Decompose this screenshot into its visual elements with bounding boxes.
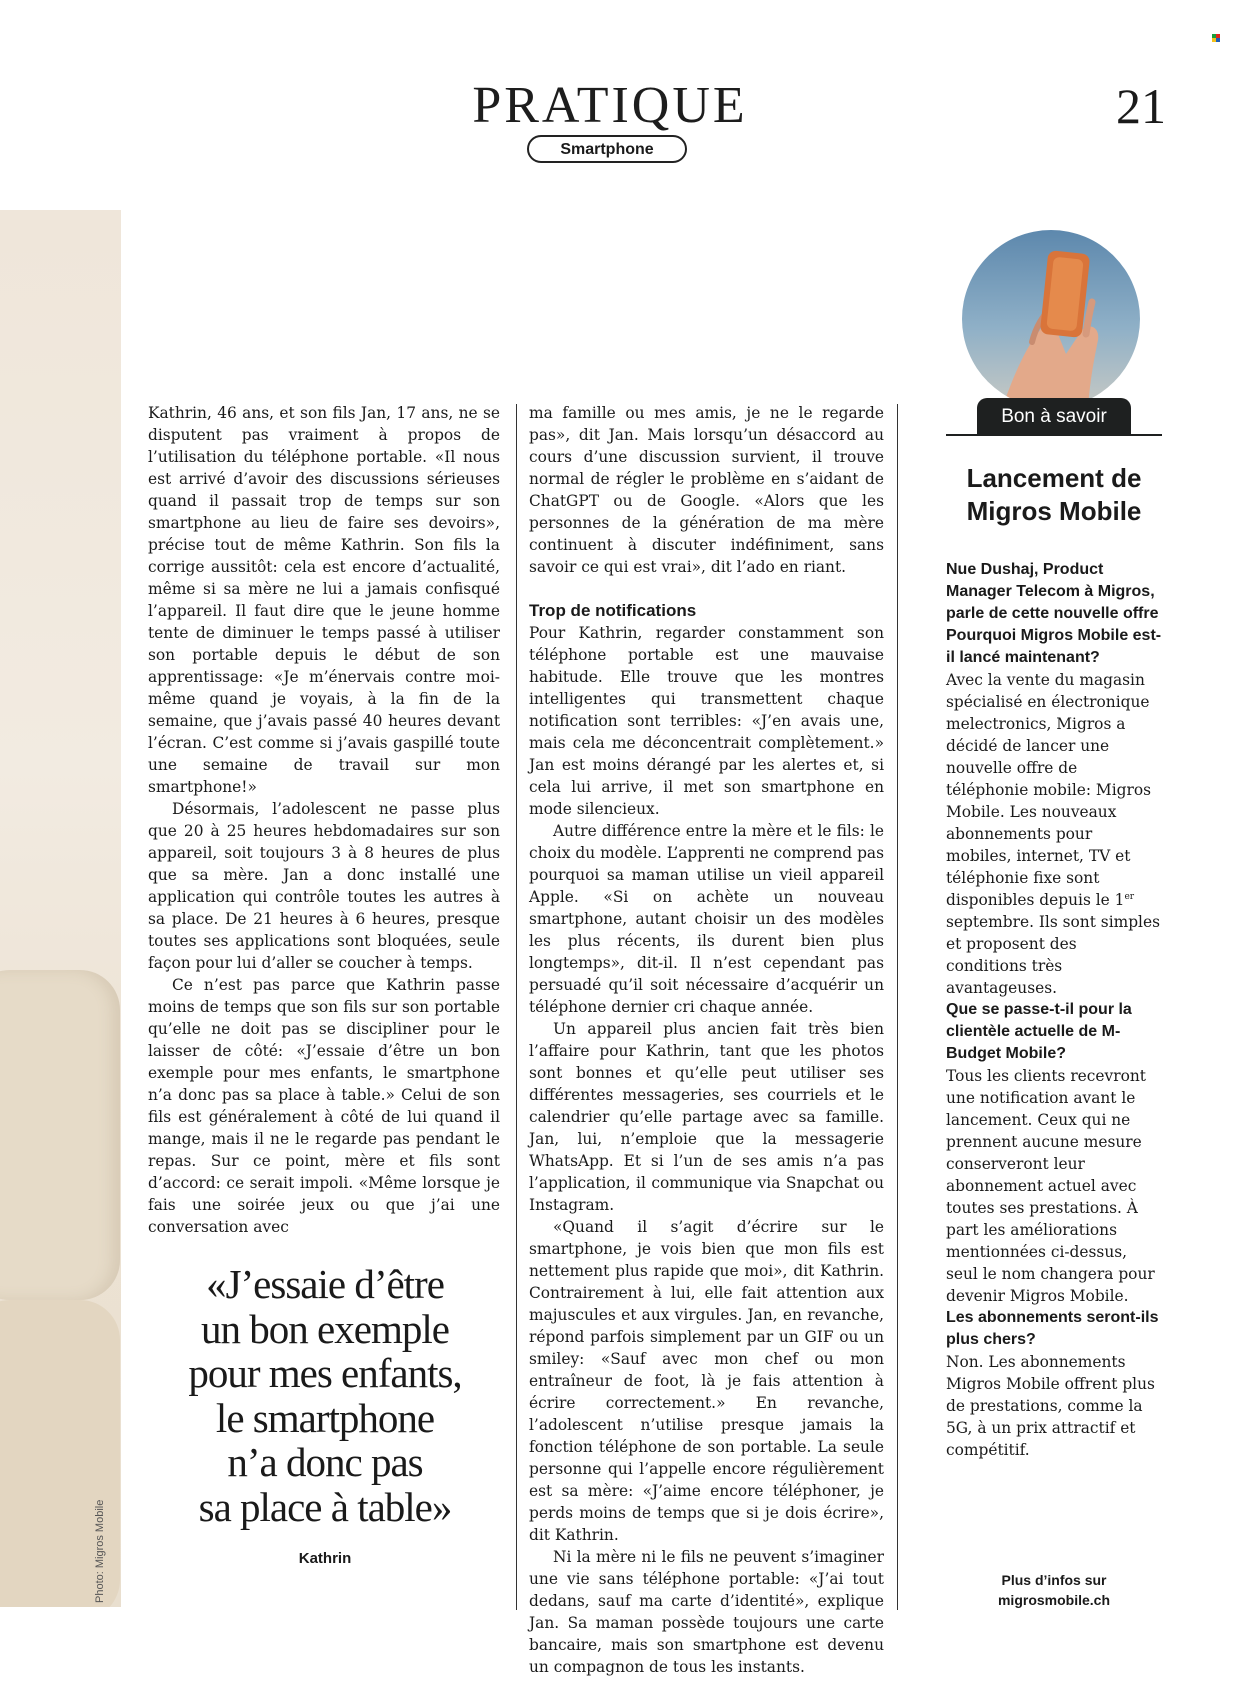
- sidebar-lead: Nue Dushaj, Product Manager Telecom à Migros, parle de cette nouvelle offre: [946, 561, 1159, 622]
- sidebar-footer: [946, 1570, 1162, 1610]
- pull-quote-author: Kathrin: [298, 1550, 352, 1567]
- sidebar-title-line: Migros Mobile: [966, 496, 1142, 526]
- pull-quote: [160, 1262, 490, 1529]
- sidebar-answer: [946, 669, 1162, 999]
- pull-quote-line: n’a donc pas: [227, 1439, 423, 1485]
- sidebar-question: Les abonnements seront-ils plus chers?: [946, 1309, 1159, 1348]
- sofa-cushion-upper: [0, 970, 120, 1300]
- logo-square-blue: [1216, 38, 1220, 42]
- sidebar-title: [946, 462, 1162, 528]
- article-paragraph: Autre différence entre la mère et le fils: le choix du modèle. L’apprenti ne comprend pas pourquoi sa maman utilise un vieil appareil Apple. «Si on achète un nouveau smartphone, autant choisir un des modèles les plus récents, ils durent bien plus longtemps», dit-il. Il n’est cependant pas persuadé qu’il soit nécessaire d’acquérir un téléphone dernier cri chaque année.: [529, 822, 884, 1016]
- sofa-photo: [0, 210, 121, 1607]
- sidebar-answer: Tous les clients recevront une notification avant le lancement. Ceux qui ne prennent aucune mesure conserveront leur abonnement actuel avec toutes ses prestations. À part les améliorations mentionnées ci-dessus, seul le nom changera pour devenir Migros Mobile.: [946, 1067, 1155, 1305]
- sidebar-title-line: Lancement de: [966, 463, 1142, 493]
- migros-mobile-link[interactable]: migrosmobile.ch: [997, 1592, 1111, 1608]
- hands-holding-phone-photo: [962, 230, 1140, 408]
- article-paragraph: «Quand il s’agit d’écrire sur le smartphone, je vois bien que mon fils est nettement plus rapide que moi», dit Kathrin. Contrairement à lui, elle fait attention aux majuscules et aux virgules. Jan, en revanche, répond parfois simplement par un GIF ou un smiley: «Sauf avec mon chef ou mon entraîneur de foot, là je fais attention à écrire correctement.» En revanche, l’adolescent n’utilise presque jamais la fonction téléphone de son portable. La seule personne qui l’appelle encore régulièrement est sa mère: «J’aime encore téléphoner, je perds moins de temps que si je dois écrire», dit Kathrin.: [529, 1218, 884, 1544]
- more-info-label: Plus d’infos sur: [1001, 1572, 1107, 1588]
- photo-credit: Photo: Migros Mobile: [94, 1499, 106, 1603]
- column-divider: [516, 404, 517, 1610]
- pull-quote-line: un bon exemple: [201, 1305, 449, 1352]
- article-paragraph: Ce n’est pas parce que Kathrin passe moins de temps que son fils sur son portable qu’elle ne doit pas se discipliner pour le laisser de côté: «J’essaie d’être un bon exemple pour mes enfants, le smartphone n’a donc pas sa place à table.» Celui de son fils est généralement à côté de lui quand il mange, mais il ne le regarde pas pendant le repas. Sur ce point, mère et fils sont d’accord: ce serait impoli. «Même lorsque je fais une soirée jeux ou que j’ai une conversation avec: [148, 976, 500, 1236]
- section-header-title: PRATIQUE: [472, 77, 748, 134]
- article-paragraph: Ni la mère ni le fils ne peuvent s’imaginer une vie sans téléphone portable: «J’ai tout dedans, sauf ma carte d’identité», explique Jan. Sa maman possède toujours une carte bancaire, mais son smartphone est devenu un compagnon de tous les instants.: [529, 1548, 884, 1676]
- hands-phone-illustration: [962, 230, 1140, 408]
- pull-quote-line: pour mes enfants,: [188, 1350, 462, 1396]
- sidebar-answer: Non. Les abonnements Migros Mobile offrent plus de prestations, comme la 5G, à un prix attractif et compétitif.: [946, 1353, 1155, 1459]
- sidebar-interview: [946, 559, 1162, 1461]
- sidebar-question: Pourquoi Migros Mobile est-il lancé maintenant?: [946, 627, 1162, 666]
- article-column-2: [529, 402, 884, 1678]
- article-paragraph: Un appareil plus ancien fait très bien l’affaire pour Kathrin, tant que les photos sont bonnes et qu’elle peut utiliser ses différentes messageries, ses courriels et le calendrier qu’elle partage avec sa famille. Jan, lui, n’emploie que la messagerie WhatsApp. Et si l’un de ses amis n’a pas l’application, il communique via Snapchat ou Instagram.: [529, 1020, 884, 1214]
- good-to-know-badge: Bon à savoir: [977, 398, 1131, 436]
- section-tag: Smartphone: [527, 135, 687, 163]
- brand-logo-mark: [1212, 34, 1220, 42]
- article-subheading: Trop de notifications: [529, 601, 697, 620]
- sidebar-rule: [946, 434, 1162, 436]
- sidebar-question: Que se passe-t-il pour la clientèle actuelle de M-Budget Mobile?: [946, 1001, 1132, 1062]
- article-paragraph: Pour Kathrin, regarder constamment son téléphone portable est une mauvaise habitude. Elle trouve que les montres intelligentes qui transmettent chaque notification sont terribles: «J’en avais une, mais cela me déconcentrait complètement.» Jan est moins dérangé par les alertes et, si cela lui arrive, il met son smartphone en mode silencieux.: [529, 624, 884, 818]
- article-column-1: [148, 402, 500, 1238]
- pull-quote-line: le smartphone: [215, 1394, 435, 1441]
- article-paragraph: ma famille ou mes amis, je ne le regarde pas», dit Jan. Mais lorsqu’un désaccord au cours d’une discussion survient, il trouve normal de régler le problème en s’aidant de ChatGPT ou de Google. «Alors que les personnes de la génération de ma mère continuent à discuter indéfiniment, sans savoir ce qui est vrai», dit l’ado en riant.: [529, 404, 884, 576]
- article-paragraph: Kathrin, 46 ans, et son fils Jan, 17 ans, ne se disputent pas vraiment à propos de l’utilisation du téléphone portable. «Il nous est arrivé d’avoir des discussions sérieuses quand il passait trop de temps sur son smartphone au lieu de faire ses devoirs», précise tout de même Kathrin. Son fils la corrige aussitôt: cela est encore d’actualité, même si sa mère ne lui a jamais confisqué l’appareil. Il faut dire que le jeune homme tente de diminuer le temps passé à utiliser son portable depuis le début de son apprentissage: «Je m’énervais contre moi-même quand je voyais, à la fin de la semaine, que j’avais passé 40 heures devant l’écran. C’est comme si j’avais gaspillé toute une semaine de travail sur mon smartphone!»: [148, 404, 500, 796]
- article-paragraph: Désormais, l’adolescent ne passe plus que 20 à 25 heures hebdomadaires sur son appareil, soit toujours 3 à 8 heures de plus que sa mère. Jan a donc installé une application qui contrôle toutes les autres à sa place. De 21 heures à 6 heures, presque toutes ses applications sont bloquées, seule façon pour lui d’aller se coucher à temps.: [148, 800, 500, 972]
- column-divider: [897, 404, 898, 1610]
- ordinal-superscript: er: [1124, 891, 1135, 902]
- answer-text: Avec la vente du magasin spécialisé en électronique melectronics, Migros a décidé de lancer une nouvelle offre de téléphonie mobile: Migros Mobile. Les nouveaux abonnements pour mobiles, internet, TV et téléphonie fixe sont disponibles depuis le 1: [946, 671, 1151, 909]
- pull-quote-line: sa place à table»: [198, 1483, 452, 1530]
- page-number: 21: [1116, 78, 1166, 134]
- pull-quote-line: «J’essaie d’être: [206, 1261, 444, 1307]
- answer-text: septembre. Ils sont simples et proposent des conditions très avantageuses.: [946, 913, 1160, 997]
